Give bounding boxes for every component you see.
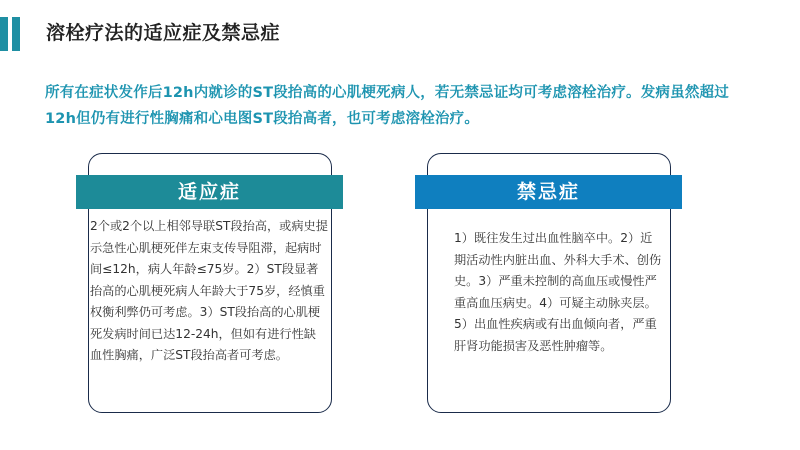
indications-body: 2个或2个以上相邻导联ST段抬高，或病史提示急性心肌梗死伴左束支传导阻滞，起病时间≤12h，病人年龄≤75岁。2）ST段显著抬高的心肌梗死病人年龄大于75岁，经慎重权衡利弊仍可考虑。3）ST段抬高的心肌梗死发病时间已达12-24h，但如有进行性缺血性胸痛，广泛ST段抬高者可考虑。 [90, 219, 328, 362]
intro-paragraph: 所有在症状发作后12h内就诊的ST段抬高的心肌梗死病人，若无禁忌证均可考虑溶栓治疗。发病虽然超过12h但仍有进行性胸痛和心电图ST段抬高者，也可考虑溶栓治疗。 [45, 85, 729, 127]
indications-header: 适应症 [76, 175, 343, 209]
page-title: 溶栓疗法的适应症及禁忌症 [46, 22, 281, 44]
contraindications-body: 1）既往发生过出血性脑卒中。2）近期活动性内脏出血、外科大手术、创伤史。3）严重未控制的高血压或慢性严重高血压病史。4）可疑主动脉夹层。5）出血性疾病或有出血倾向者，严重肝肾功能损害及恶性肿瘤等。 [454, 231, 662, 353]
title-accent-bar [0, 17, 8, 51]
contraindications-header: 禁忌症 [415, 175, 682, 209]
title-accent-bar-secondary [12, 17, 20, 51]
